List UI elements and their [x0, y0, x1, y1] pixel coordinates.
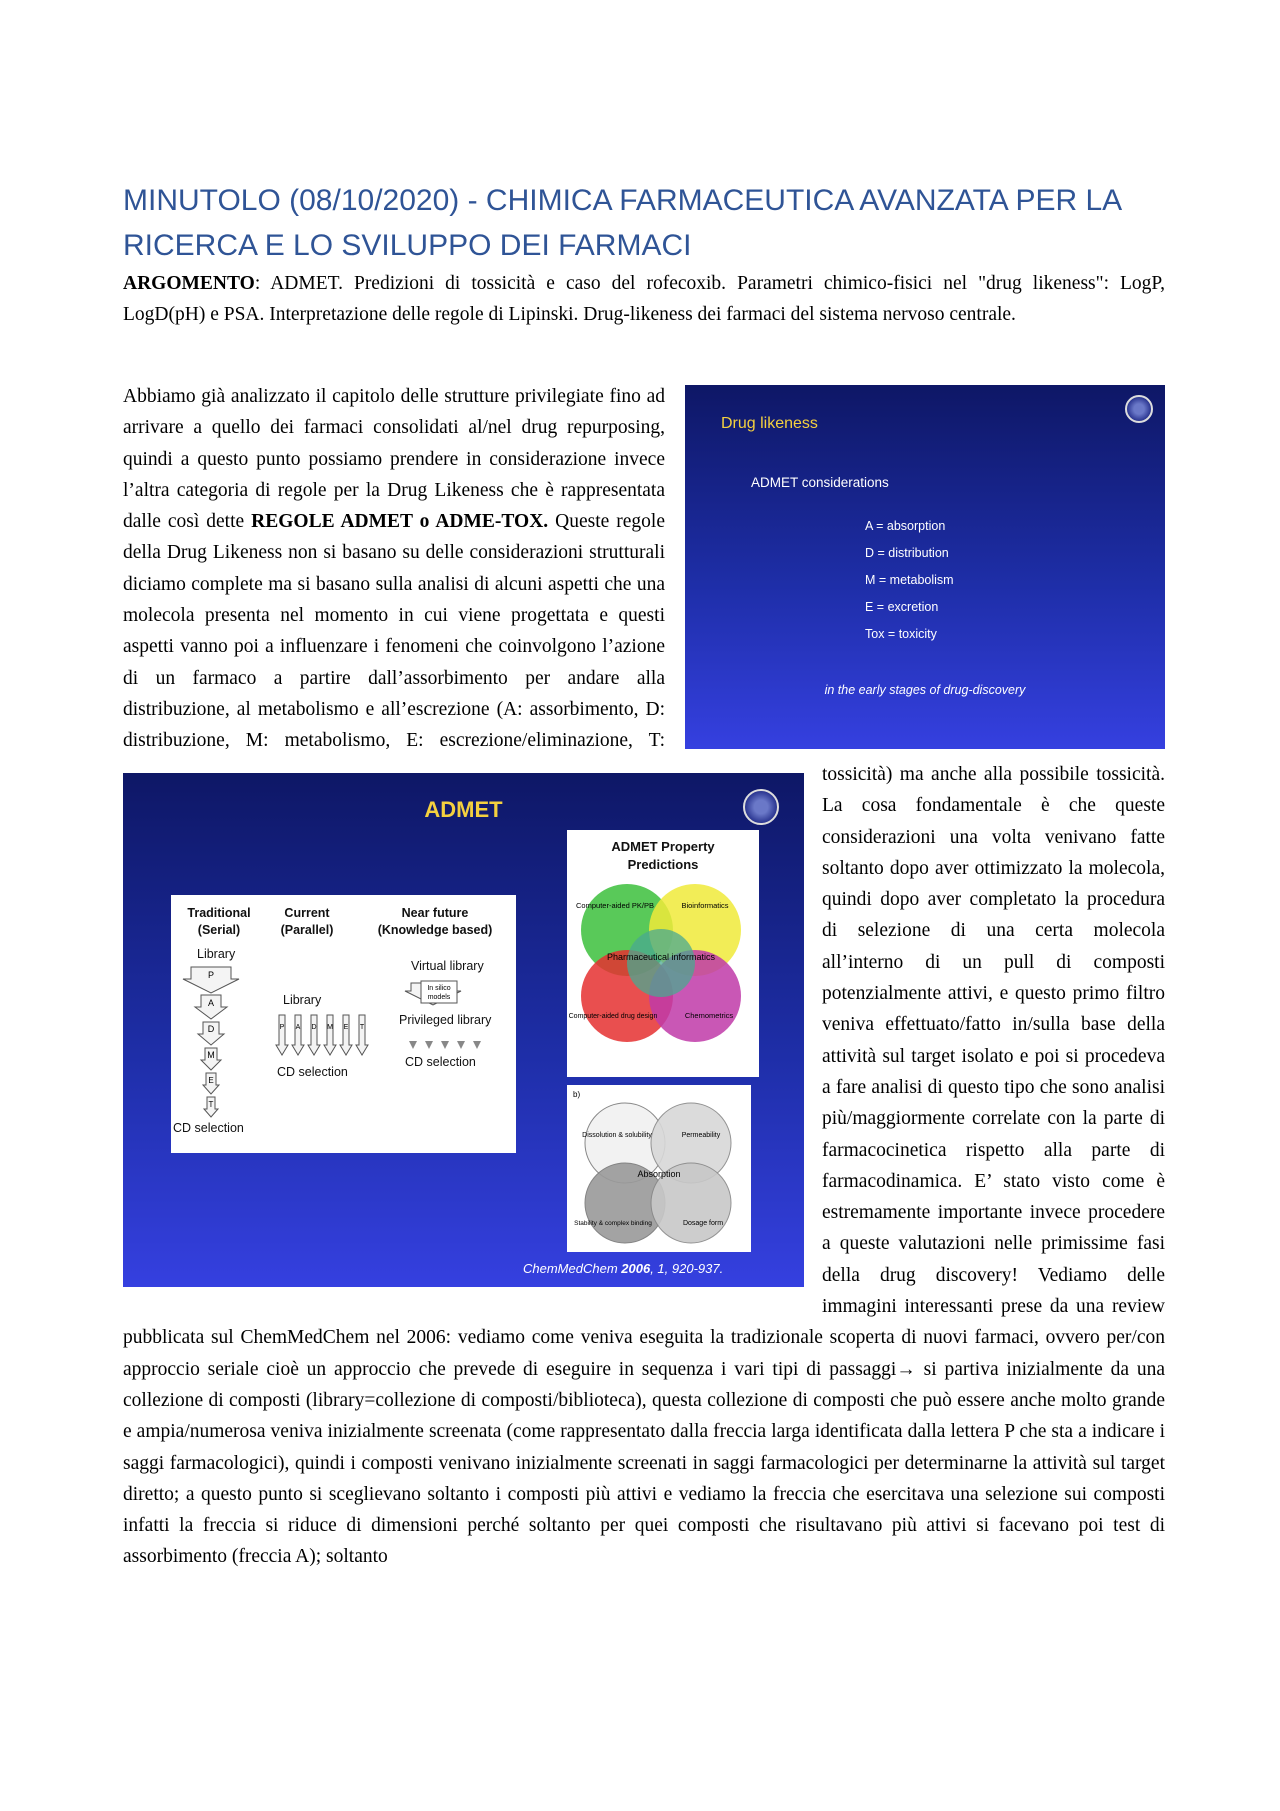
parallel-arrow-e	[340, 1015, 352, 1055]
parallel-step-label: A	[295, 1024, 301, 1031]
serial-step-label: E	[208, 1076, 214, 1085]
admet-rules-bold: REGOLE ADMET o ADME-TOX.	[251, 511, 549, 533]
header-line: Current	[284, 906, 330, 920]
admet-item: E = excretion	[865, 600, 939, 614]
predictions-venn	[567, 830, 759, 1077]
header-line: (Serial)	[197, 923, 241, 937]
serial-arrows	[183, 967, 239, 1117]
parallel-step-label: P	[279, 1024, 285, 1031]
privileged-library-label: Privileged library	[399, 1013, 492, 1027]
body-text	[123, 381, 1165, 1573]
slide-admet	[123, 773, 804, 1287]
header-line: (Knowledge based)	[377, 923, 493, 937]
slide-drug-likeness	[685, 385, 1165, 749]
argomento-paragraph	[123, 268, 1165, 331]
parallel-step-label: D	[311, 1024, 317, 1031]
admet-item: M = metabolism	[865, 573, 954, 587]
predictions-title-line: ADMET Property	[611, 839, 715, 854]
virtual-library-label: Virtual library	[411, 959, 484, 973]
venn-b-label: Dissolution & solubility	[582, 1132, 652, 1139]
admet-item: D = distribution	[865, 546, 949, 560]
university-seal-icon	[1125, 395, 1153, 423]
citation-journal: ChemMedChem	[523, 1261, 618, 1276]
slide1-footer: in the early stages of drug-discovery	[824, 683, 1026, 697]
venn-label: Chemometrics	[684, 1011, 734, 1020]
header-line: Traditional	[187, 906, 251, 920]
body-text-1: Abbiamo già analizzato il capitolo delle strutture privilegiate fino ad arrivare a quello dei farmaci consolidati al/nel drug repurposing, quindi a questo punto possiamo prendere in considerazione invece l’altra categoria di regole per la Drug Likeness che è rappresentata dalle così dette	[123, 386, 665, 533]
venn-label: Bioinformatics	[681, 901, 729, 910]
parallel-arrow-p	[276, 1015, 288, 1055]
serial-step-label: P	[207, 970, 215, 980]
venn-b-label: Permeability	[681, 1132, 721, 1139]
cd-selection-near-future: CD selection	[405, 1055, 476, 1069]
privileged-arrows	[409, 1041, 481, 1049]
page-title: MINUTOLO (08/10/2020) - CHIMICA FARMACEUTICA AVANZATA PER LA RICERCA E LO SVILUPPO DEI FARMACI	[123, 184, 1121, 262]
venn-b-label: Absorption	[637, 1169, 681, 1179]
panel-c-label: b)	[573, 1090, 581, 1099]
right-arrow-icon: →	[896, 1358, 916, 1380]
header-line: (Parallel)	[280, 923, 334, 937]
serial-step-label: A	[207, 998, 215, 1008]
admet-predictions-panel	[567, 830, 759, 1077]
in-silico-label: models	[427, 994, 451, 1001]
slide1-title: Drug likeness	[721, 415, 818, 432]
venn-b-label: Dosage form	[682, 1220, 724, 1227]
parallel-arrow-m	[324, 1015, 336, 1055]
header-line: Near future	[401, 906, 469, 920]
screening-approaches-panel	[171, 895, 516, 1153]
serial-step-label: D	[207, 1024, 215, 1034]
venn-label: Pharmaceutical informatics	[606, 952, 716, 962]
body-text-2: Queste regole della Drug Likeness non si basano su delle considerazioni strutturali diciamo complete ma si basano sulla analisi di alcuni aspetti che una molecola presenta nel momento in cui viene progettata e questi aspetti vanno poi a influenzare i fenomeni che coinvolgono l’azione di un farmaco a partire dall’assorbimento per andare alla distribuzione, al metabolismo e all’escrezione (A: assorbimento, D: distribuzione, M: metabolismo, E: escrezione/eliminazione, T: tossicità) ma anche alla possibile tossicità. La cosa fondamentale è che queste considerazioni una volta venivano fatte soltanto dopo aver ottimizzato la molecola, quindi dopo aver completato la procedura di selezione di una certa molecola all’interno di un pull di composti potenzialmente attivi, e questo primo filtro veniva effettuato/fatto in/sulla base della attività sul target isolato e poi si procedeva a fare analisi di questo tipo che sono analisi più/maggiormente correlate con la parte di farmacocinetica rispetto alla parte di farmacodinamica. E’ stato visto come è estremamente importante invece procedere a queste valutazioni nelle primissime fasi della drug discovery! Vediamo delle immagini interessanti prese da una review pubblicata sul ChemMedChem nel 2006: vediamo come veniva eseguita la tradizionale scoperta di nuovi farmaci, ovvero per/con approccio seriale cioè un approccio che prevede di eseguire in sequenza i vari tipi di passaggi	[123, 511, 1165, 1380]
in-silico-label: In silico	[427, 985, 451, 992]
library-label-serial: Library	[197, 947, 236, 961]
argomento-text: : ADMET. Predizioni di tossicità e caso del rofecoxib. Parametri chimico-fisici nel "drug likeness": LogP, LogD(pH) e PSA. Interpretazione delle regole di Lipinski. Drug-likeness dei farmaci del sistema nervoso centrale.	[123, 273, 1165, 326]
parallel-arrow-d	[308, 1015, 320, 1055]
admet-item: Tox = toxicity	[865, 627, 937, 641]
predictions-title-line: Predictions	[627, 857, 699, 872]
admet-list	[865, 513, 954, 648]
parallel-arrows	[276, 1015, 368, 1055]
parallel-arrow-a	[292, 1015, 304, 1055]
parallel-arrow-t	[356, 1015, 368, 1055]
body-text-3: si partiva inizialmente da una collezione di composti (library=collezione di composti/biblioteca), questa collezione di composti che può essere anche molto grande e ampia/numerosa veniva inizialmente screenata (come rappresentato dalla freccia larga identificata dalla lettera P che sta a indicare i saggi farmacologici), quindi i composti venivano inizialmente screenati in saggi farmacologici per determinarne la attività sul target diretto; a questo punto si sceglievano soltanto i composti più attivi e vediamo la freccia che esercitava una selezione sui composti infatti la freccia si riduce di dimensioni perché soltanto per quei composti che risultavano più attivi si facevano poi test di assorbimento (freccia A); soltanto	[123, 1358, 1165, 1568]
library-label-parallel: Library	[283, 993, 322, 1007]
venn-label: Computer-aided PK/PB	[576, 901, 654, 910]
parallel-step-label: E	[343, 1024, 349, 1031]
cd-selection-serial: CD selection	[173, 1121, 244, 1135]
argomento-label: ARGOMENTO	[123, 273, 255, 294]
slide1-subtitle: ADMET considerations	[751, 475, 889, 490]
citation-year: 2006	[621, 1261, 651, 1276]
admet-item: A = absorption	[865, 519, 946, 533]
venn-circle-center	[627, 929, 695, 997]
venn-label: Computer-aided drug design	[568, 1013, 658, 1020]
venn-b-label: Stability & complex binding	[574, 1220, 652, 1227]
parallel-step-label: M	[327, 1024, 333, 1031]
serial-step-label: T	[208, 1100, 214, 1109]
serial-step-label: M	[207, 1050, 215, 1060]
citation	[523, 1261, 723, 1276]
absorption-panel	[567, 1085, 751, 1252]
cd-selection-parallel: CD selection	[277, 1065, 348, 1079]
absorption-venn	[567, 1085, 751, 1252]
slide2-title: ADMET	[424, 797, 503, 822]
parallel-step-label: T	[359, 1024, 365, 1031]
citation-rest: , 1, 920-937.	[650, 1261, 724, 1276]
